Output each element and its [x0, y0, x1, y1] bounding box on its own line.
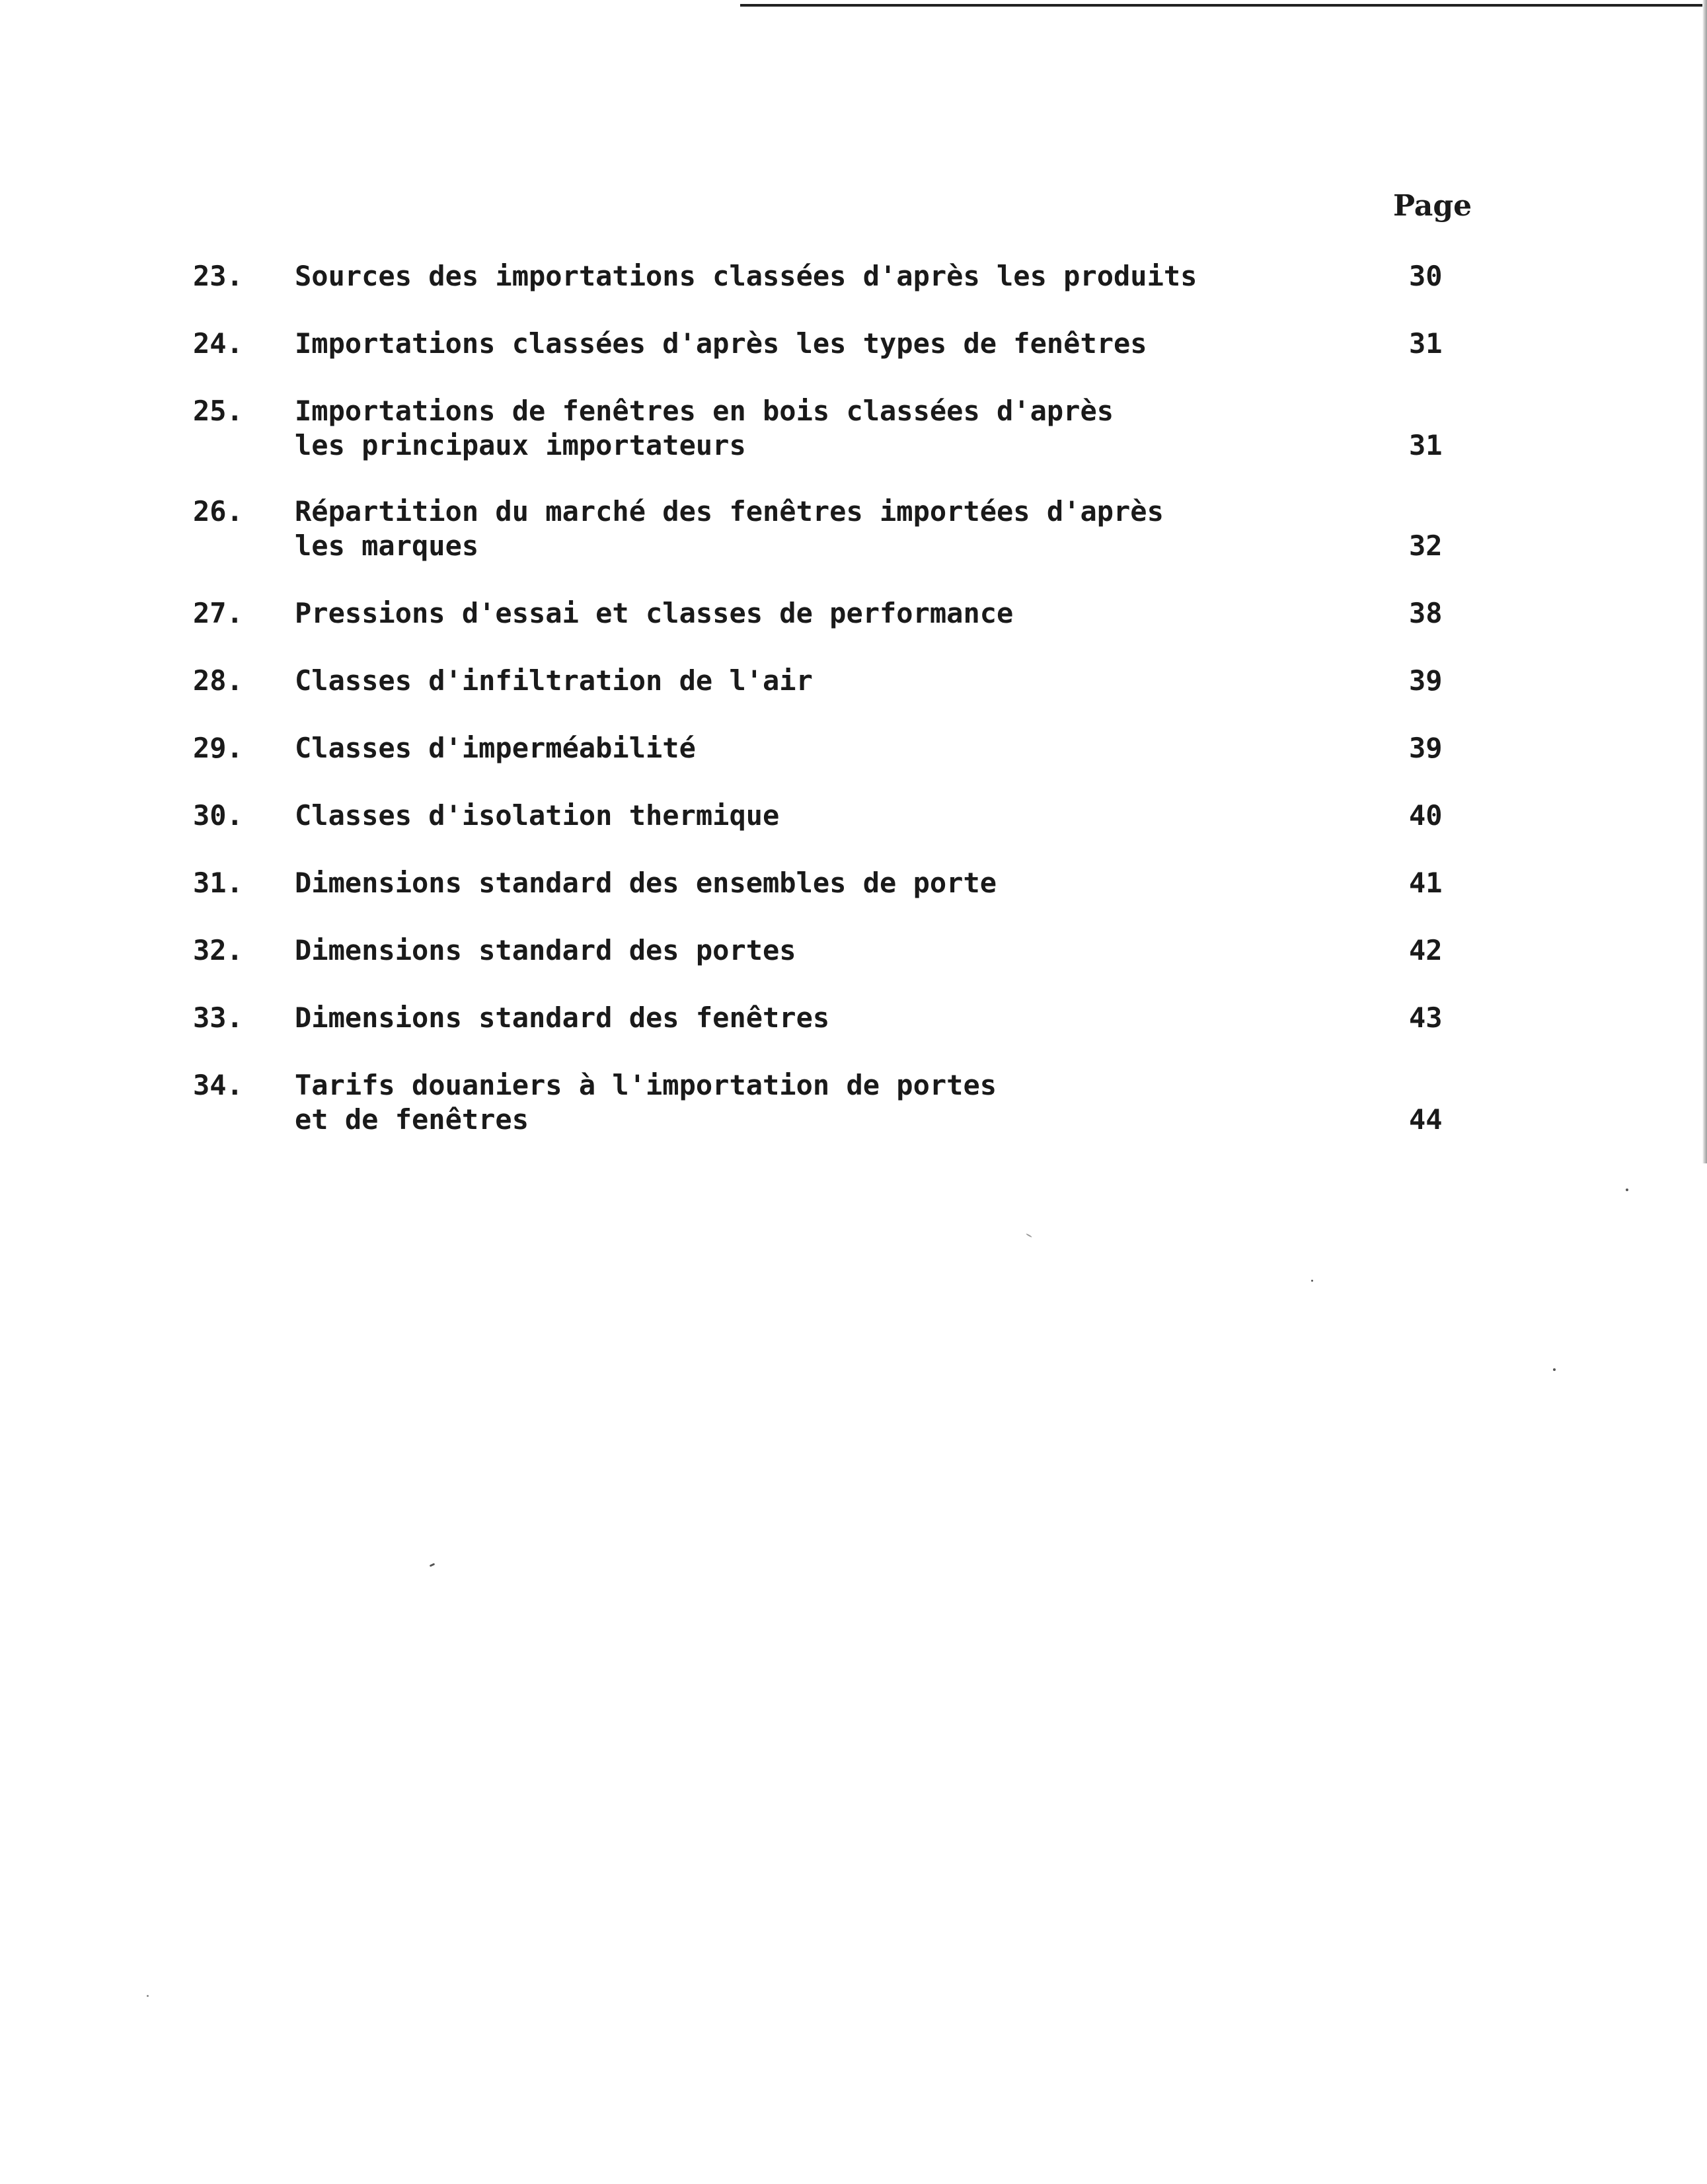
entry-title: Classes d'infiltration de l'air [295, 664, 813, 697]
entry-title: Tarifs douaniers à l'importation de portes et de fenêtres [295, 1069, 997, 1136]
entry-page: 39 [1409, 664, 1443, 697]
entry-page: 38 [1409, 597, 1443, 629]
entry-page: 31 [1409, 429, 1443, 461]
entry-title: Dimensions standard des ensembles de porte [295, 867, 997, 899]
entry-number: 25. [193, 395, 243, 427]
scan-edge-shadow [1702, 0, 1707, 1163]
entry-page: 39 [1409, 732, 1443, 764]
entry-number: 33. [193, 1001, 243, 1034]
entry-title: Pressions d'essai et classes de performance [295, 597, 1014, 629]
entry-title: Classes d'isolation thermique [295, 799, 780, 832]
entry-page: 43 [1409, 1001, 1443, 1034]
scan-speck [1026, 1233, 1032, 1238]
scan-speck [1626, 1189, 1628, 1191]
entry-title: Dimensions standard des fenêtres [295, 1001, 830, 1034]
entry-title: Répartition du marché des fenêtres importées d'après les marques [295, 495, 1164, 562]
scan-speck [1553, 1368, 1556, 1371]
entry-number: 34. [193, 1069, 243, 1101]
entry-number: 29. [193, 732, 243, 764]
entry-number: 27. [193, 597, 243, 629]
entry-page: 42 [1409, 934, 1443, 966]
entry-number: 23. [193, 260, 243, 292]
entry-page: 31 [1409, 327, 1443, 360]
entry-number: 31. [193, 867, 243, 899]
entry-page: 40 [1409, 799, 1443, 832]
entry-page: 32 [1409, 529, 1443, 562]
entry-title: Importations de fenêtres en bois classées d'après les principaux importateurs [295, 395, 1114, 461]
entry-page: 30 [1409, 260, 1443, 292]
entry-number: 24. [193, 327, 243, 360]
entry-page: 41 [1409, 867, 1443, 899]
scan-speck [430, 1563, 436, 1567]
entry-number: 30. [193, 799, 243, 832]
entry-number: 32. [193, 934, 243, 966]
entry-number: 28. [193, 664, 243, 697]
page-column-heading: Page [1393, 189, 1472, 223]
top-border-rule [740, 4, 1707, 7]
entry-title: Classes d'imperméabilité [295, 732, 696, 764]
scan-speck [147, 1995, 149, 1997]
entry-title: Dimensions standard des portes [295, 934, 796, 966]
scan-speck [1311, 1280, 1313, 1282]
entry-title: Sources des importations classées d'après les produits [295, 260, 1197, 292]
entry-page: 44 [1409, 1103, 1443, 1136]
entry-number: 26. [193, 495, 243, 527]
entry-title: Importations classées d'après les types de fenêtres [295, 327, 1147, 360]
